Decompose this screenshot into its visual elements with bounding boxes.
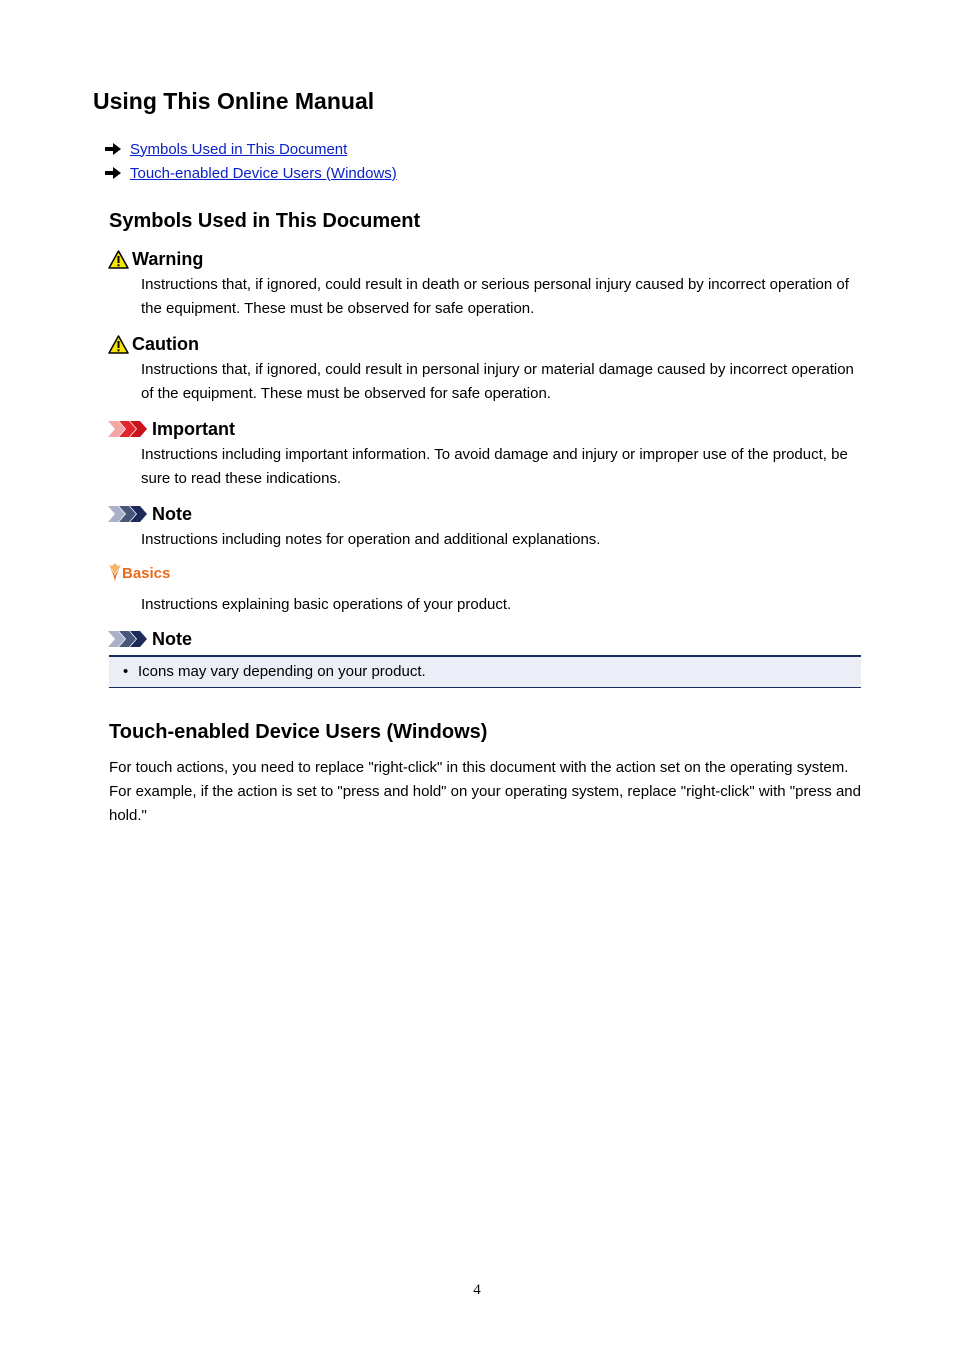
warning-heading xyxy=(108,247,203,271)
note-text: Instructions including notes for operation and additional explanations. xyxy=(141,531,601,548)
caution-text: Instructions that, if ignored, could result in personal injury or material damage caused by incorrect operation of the equipment. These must be observed for safe operation. xyxy=(141,361,854,402)
important-chevrons-icon xyxy=(108,421,148,437)
toc-link-symbols[interactable]: Symbols Used in This Document xyxy=(130,140,348,158)
caution-triangle-icon xyxy=(108,335,129,354)
note-box-item: Icons may vary depending on your product. xyxy=(138,663,426,680)
warning-triangle-icon xyxy=(108,250,129,269)
section-heading-symbols: Symbols Used in This Document xyxy=(109,210,421,232)
caution-label: Caution xyxy=(132,333,199,354)
important-text: Instructions including important information. To avoid damage and injury or improper use of the product, be sure to read these indications. xyxy=(141,446,848,487)
basics-leaf-icon xyxy=(108,563,122,583)
section-heading-touch: Touch-enabled Device Users (Windows) xyxy=(109,721,488,743)
important-label: Important xyxy=(152,418,235,439)
page-number: 4 xyxy=(473,1282,481,1298)
caution-heading xyxy=(108,332,199,356)
basics-text: Instructions explaining basic operations of your product. xyxy=(141,596,512,613)
basics-heading xyxy=(108,561,170,585)
note-heading xyxy=(108,502,192,526)
note-box-label: Note xyxy=(152,628,192,649)
toc-link-touch[interactable]: Touch-enabled Device Users (Windows) xyxy=(130,164,397,182)
right-arrow-icon xyxy=(105,143,121,155)
note-label: Note xyxy=(152,503,192,524)
important-heading xyxy=(108,417,235,441)
note-box-heading xyxy=(108,627,192,651)
warning-text: Instructions that, if ignored, could result in death or serious personal injury caused by incorrect operation of the equipment. These must be observed for safe operation. xyxy=(141,276,849,317)
toc-item-touch xyxy=(105,163,397,183)
right-arrow-icon xyxy=(105,167,121,179)
basics-label: Basics xyxy=(122,564,171,582)
note-chevrons-icon xyxy=(108,631,148,647)
note-chevrons-icon xyxy=(108,506,148,522)
note-box xyxy=(109,655,861,688)
warning-label: Warning xyxy=(132,248,204,269)
touch-section-text: For touch actions, you need to replace "right-click" in this document with the action set on the operating system. For example, if the action is set to "press and hold" on your operating system, replace "right-click" with "press and hold." xyxy=(109,759,861,824)
toc-item-symbols xyxy=(105,139,347,159)
page-title: Using This Online Manual xyxy=(93,88,375,114)
bullet-icon: • xyxy=(123,663,129,680)
